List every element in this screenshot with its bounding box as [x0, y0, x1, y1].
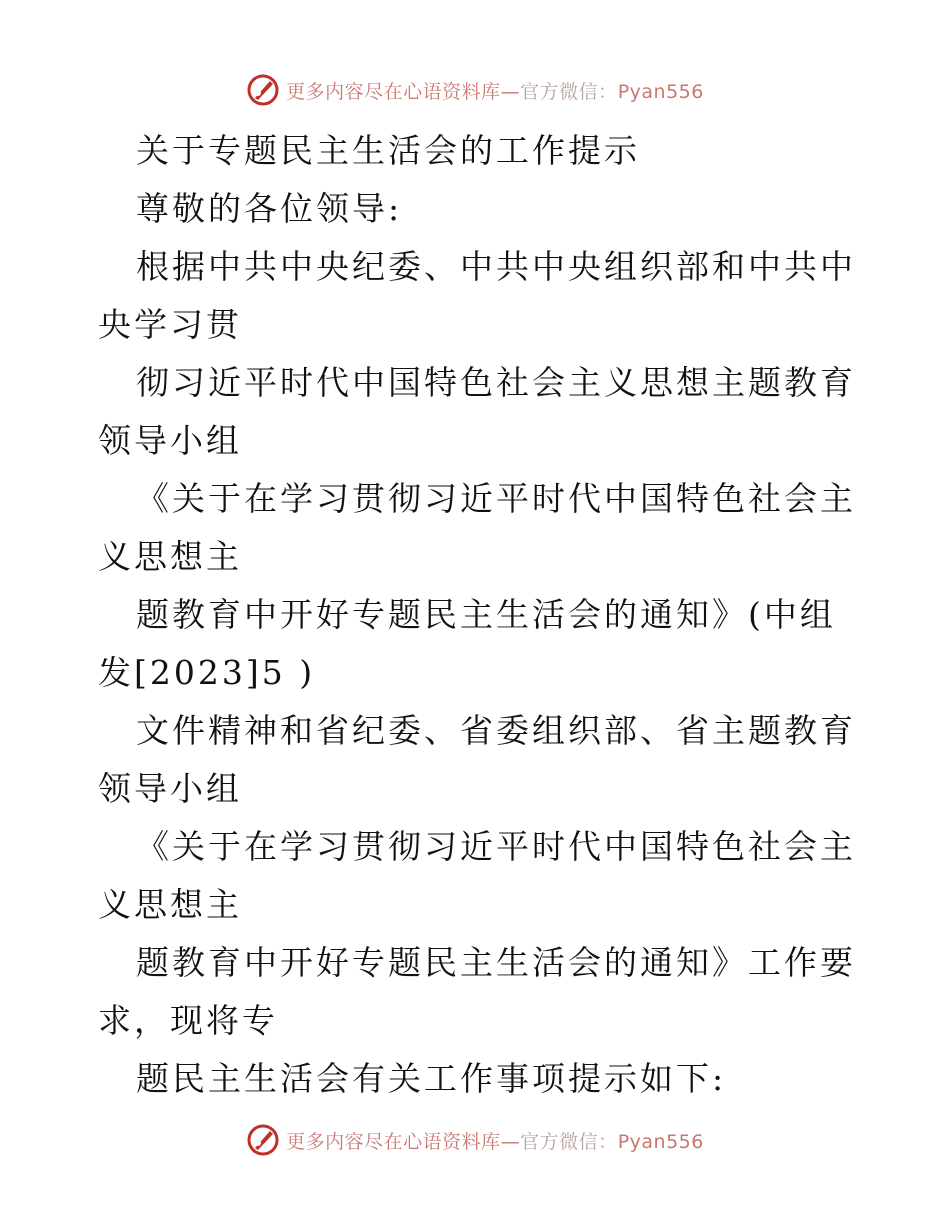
- banner-dash: —: [500, 1130, 521, 1153]
- wechat-id: Pyan556: [617, 1130, 704, 1153]
- banner-dash: —: [500, 80, 521, 103]
- header-banner: [0, 70, 950, 110]
- document-title: 关于专题民主生活会的工作提示: [136, 131, 640, 170]
- wechat-label: 官方微信：: [520, 1130, 618, 1153]
- brand-text: 更多内容尽在心语资料库: [286, 80, 501, 103]
- paragraph: 《关于在学习贯彻习近平时代中国特色社会主义思想主: [98, 479, 856, 576]
- paragraph: 彻习近平时代中国特色社会主义思想主题教育领导小组: [98, 363, 856, 460]
- wechat-label: 官方微信：: [520, 80, 618, 103]
- brand-logo-icon: [246, 1123, 280, 1157]
- banner-text: [286, 1127, 704, 1154]
- paragraph: 题教育中开好专题民主生活会的通知》工作要求，现将专: [98, 943, 856, 1040]
- paragraph: 《关于在学习贯彻习近平时代中国特色社会主义思想主: [98, 827, 856, 924]
- footer-banner: [0, 1120, 950, 1160]
- wechat-id: Pyan556: [617, 80, 704, 103]
- paragraph: 根据中共中央纪委、中共中央组织部和中共中央学习贯: [98, 247, 856, 344]
- document-body: [98, 122, 858, 1108]
- brand-text: 更多内容尽在心语资料库: [286, 1130, 501, 1153]
- salutation: 尊敬的各位领导:: [136, 189, 403, 228]
- brand-logo-icon: [246, 73, 280, 107]
- paragraph: 文件精神和省纪委、省委组织部、省主题教育领导小组: [98, 711, 856, 808]
- banner-text: [286, 77, 704, 104]
- paragraph: 题教育中开好专题民主生活会的通知》(中组发[2023]5 ): [98, 595, 836, 692]
- paragraph: 题民主生活会有关工作事项提示如下:: [136, 1059, 727, 1098]
